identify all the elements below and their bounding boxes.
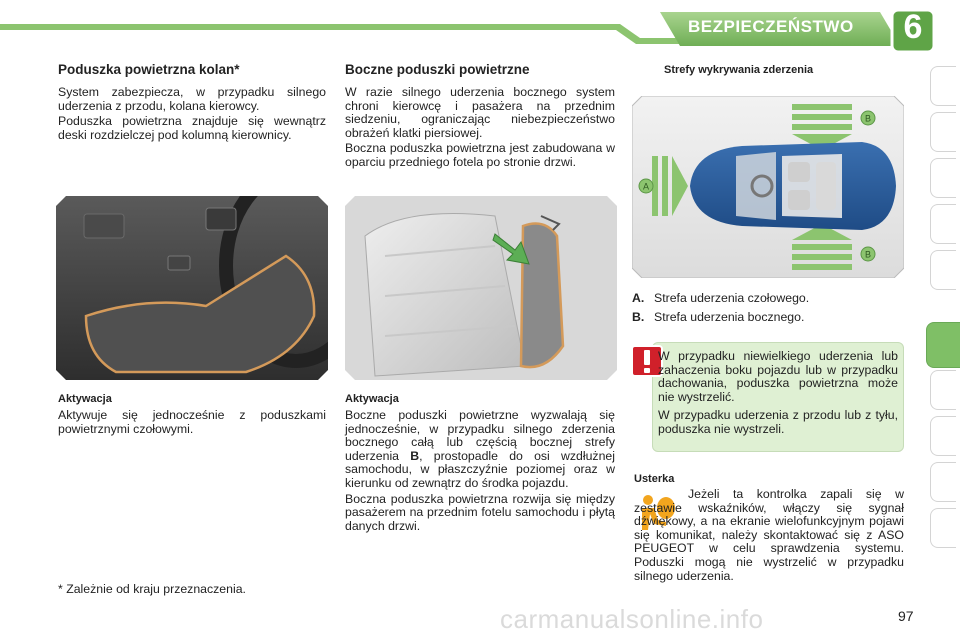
detection-zones-title: Strefy wykrywania zderzenia [664, 64, 814, 76]
side-airbags-title: Boczne poduszki powietrzne [345, 62, 530, 77]
legend-key: B. [632, 310, 645, 324]
knee-airbag-title: Poduszka powietrzna kolan* [58, 62, 240, 77]
paragraph: W razie silnego uderzenia bocznego system chroni kierowcę i pasażera na przednim siedzeniu, ograniczając niebezpieczeństwo obrażeń klatki piersiowej. [345, 85, 615, 140]
paragraph: System zabezpiecza, w przypadku silnego uderzenia z przodu, kolana kierowcy. [58, 85, 326, 113]
page-header [0, 0, 960, 56]
legend-text: Strefa uderzenia czołowego. [654, 291, 810, 305]
knee-activation-text: Aktywuje się jednocześnie z poduszkami powietrznymi czołowymi. [58, 408, 326, 436]
warning-text [658, 350, 898, 442]
chapter-tab[interactable] [930, 508, 956, 548]
side-activation-text [345, 409, 615, 535]
knee-airbag-illustration [56, 196, 328, 380]
paragraph: W przypadku uderzenia z przodu lub z tyłu, poduszka nie wystrzeli. [658, 408, 898, 436]
watermark: carmanualsonline.info [500, 604, 764, 634]
paragraph: Boczna poduszka powietrzna rozwija się między pasażerem na przednim fotelu samochodu i płytą danych drzwi. [345, 491, 615, 533]
legend-item [632, 289, 904, 308]
text-run: Boczne poduszki powietrzne wyzwalają się jednocześnie, w przypadku silnego zderzenia bocznego całą lub częścią bocznej strefy uderzenia [345, 408, 615, 463]
side-activation-title: Aktywacja [345, 393, 399, 405]
paragraph: Boczna poduszka powietrzna jest zabudowana w oparciu przedniego fotela po stronie drzwi. [345, 141, 615, 169]
zone-ref-b: B [410, 448, 420, 463]
footnote: * Zależnie od kraju przeznaczenia. [58, 582, 246, 596]
legend-text: Strefa uderzenia bocznego. [654, 310, 805, 324]
text-run: , prostopadle do osi wzdłużnej samochodu, w płaszczyźnie poziomej oraz w kierunku od zewnątrz do środka pojazdu. [345, 448, 615, 490]
knee-airbag-text [58, 86, 326, 144]
side-airbag-seat-illustration [345, 196, 617, 380]
chapter-tab[interactable] [930, 204, 956, 244]
page-number: 97 [898, 608, 914, 624]
fault-title: Usterka [634, 473, 675, 485]
paragraph [345, 409, 615, 491]
paragraph: W przypadku niewielkiego uderzenia lub zahaczenia boku pojazdu lub w przypadku dachowania, poduszka powietrzna może nie wystrzelić. [658, 349, 898, 404]
chapter-tab[interactable] [930, 158, 956, 198]
side-airbags-text [345, 86, 615, 172]
zone-marker-b: B [864, 249, 872, 260]
chapter-tab[interactable] [930, 250, 956, 290]
chapter-tab-active[interactable] [926, 322, 960, 368]
chapter-tab[interactable] [930, 112, 956, 152]
chapter-tab[interactable] [930, 66, 956, 106]
chapter-tab[interactable] [930, 370, 956, 410]
chapter-tab[interactable] [930, 416, 956, 456]
chapter-number: 6 [903, 8, 923, 46]
zone-marker-a: A [642, 181, 650, 192]
knee-activation-title: Aktywacja [58, 393, 112, 405]
fault-text [634, 488, 904, 585]
chapter-title: BEZPIECZEŃSTWO [688, 17, 854, 36]
zone-marker-b: B [864, 113, 872, 124]
legend-item [632, 308, 904, 327]
zones-legend [632, 289, 904, 327]
paragraph: Jeżeli ta kontrolka zapali się w zestawie wskaźników, włączy się sygnał dźwiękowy, a na ekranie wielofunkcyjnym pojawi się komunikat, należy skontaktować się z ASO PEUGEOT w celu sprawdzenia systemu. Poduszki mogą nie wystrzelić w przypadku silnego uderzenia. [634, 487, 904, 583]
chapter-tabs [926, 66, 960, 586]
detection-zones-diagram [632, 96, 904, 278]
legend-key: A. [632, 291, 645, 305]
paragraph: Poduszka powietrzna znajduje się wewnątrz deski rozdzielczej pod kolumną kierownicy. [58, 114, 326, 142]
chapter-tab[interactable] [930, 462, 956, 502]
